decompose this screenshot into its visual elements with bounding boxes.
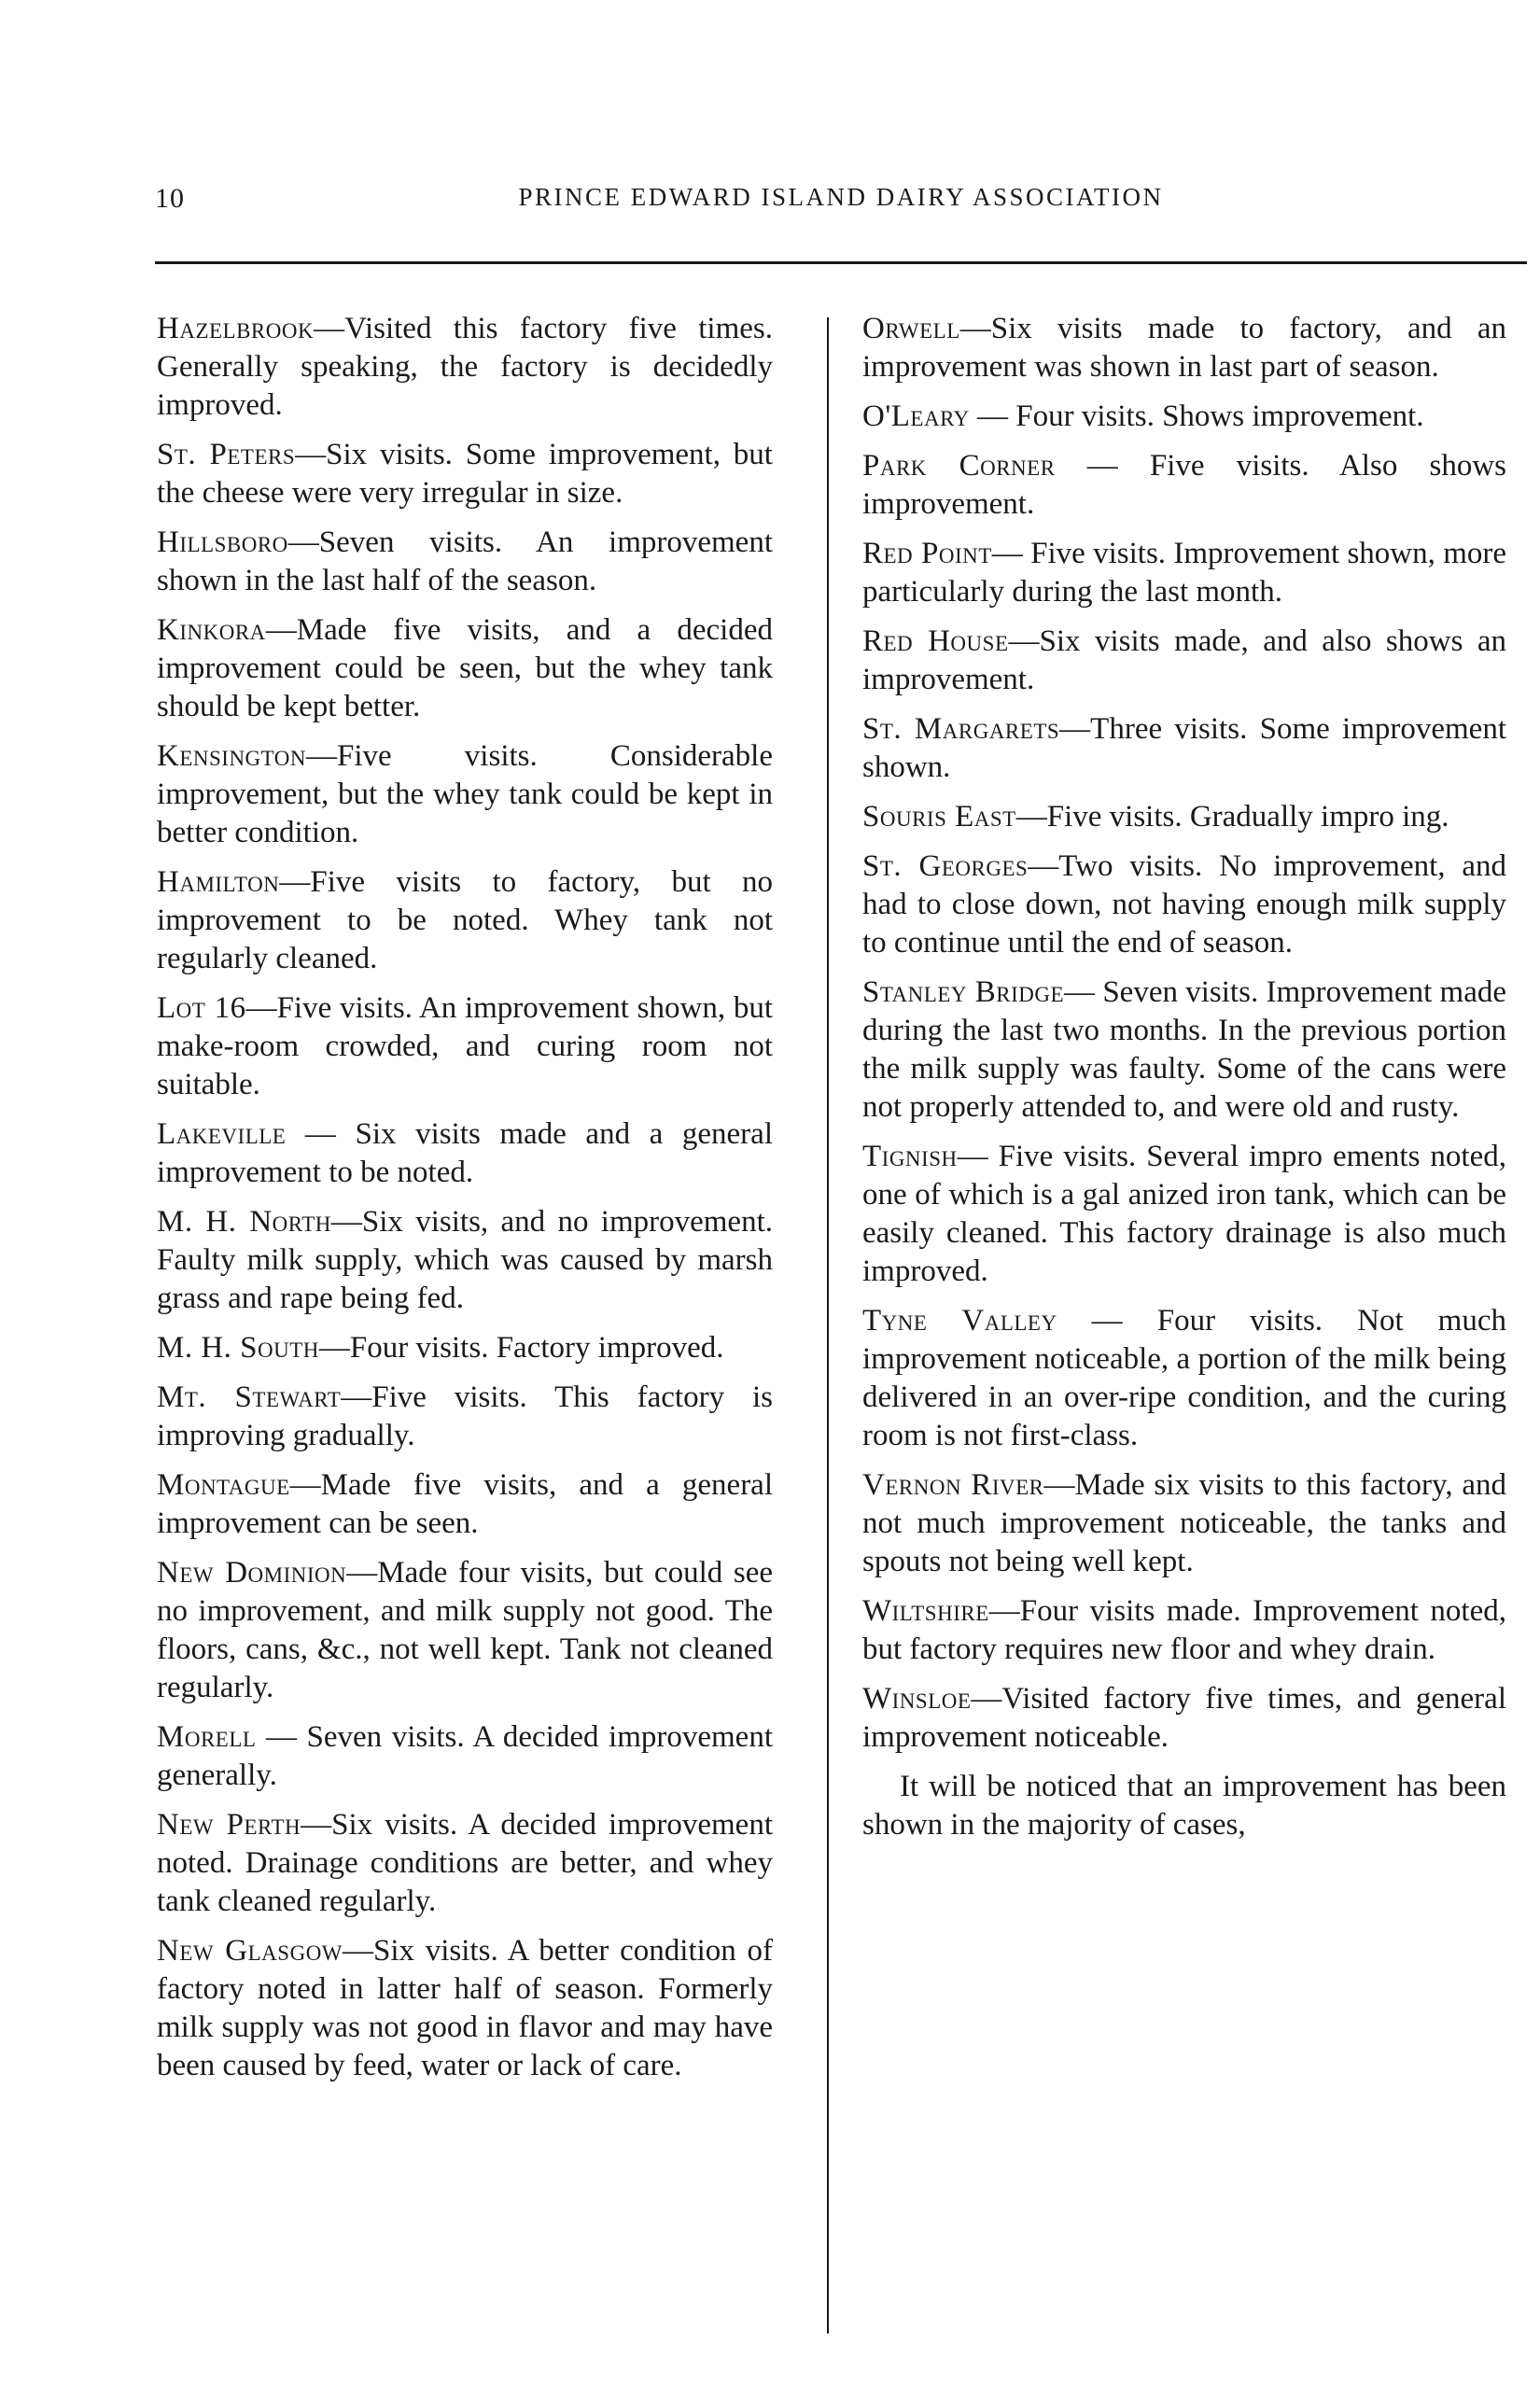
factory-report-entry <box>157 1806 773 1921</box>
report-text: — Five visits. Improvement shown, more particularly during the last month. <box>862 537 1506 609</box>
factory-name: Hillsboro <box>157 525 288 559</box>
report-text: —Six visits. Some improvement, but the cheese were very irregular in size. <box>157 438 773 510</box>
factory-name: Park Corner <box>862 449 1056 483</box>
factory-report-entry <box>862 1680 1506 1757</box>
factory-name: Kensington <box>157 739 307 773</box>
factory-report-entry <box>157 737 773 852</box>
factory-name: Souris East <box>862 800 1016 834</box>
report-text: —Six visits, and no improvement. Faulty milk supply, which was caused by marsh grass and rape being fed. <box>157 1205 773 1315</box>
right-entries <box>862 310 1506 1757</box>
report-text: —Four visits made. Improvement noted, but factory requires new floor and whey drain. <box>862 1594 1506 1666</box>
report-text: —Six visits made, and also shows an improvement. <box>862 624 1506 696</box>
factory-name: Hazelbrook <box>157 312 315 345</box>
factory-report-entry <box>157 863 773 978</box>
report-text: —Made four visits, but could see no improvement, and milk supply not good. The floors, cans, &c., not well kept. Tank not cleaned regularly. <box>157 1556 773 1704</box>
report-text: —Six visits. A decided improvement noted. Drainage conditions are better, and whey tank cleaned regularly. <box>157 1808 773 1918</box>
factory-report-entry <box>862 310 1506 386</box>
report-text: —Made six visits to this factory, and not much improvement noticeable, the tanks and spouts not being well kept. <box>862 1468 1506 1578</box>
report-text: —Visited this factory five times. Generally speaking, the factory is decidedly improved. <box>157 312 773 422</box>
factory-name: M. H. North <box>157 1205 331 1239</box>
factory-name: St. Margarets <box>862 712 1060 746</box>
factory-report-entry <box>862 398 1506 436</box>
report-text: —Five visits. Gradually impro ing. <box>1015 800 1449 834</box>
left-column <box>157 310 773 2096</box>
factory-name: Montague <box>157 1468 290 1502</box>
factory-name: New Dominion <box>157 1556 347 1590</box>
factory-report-entry <box>157 1115 773 1192</box>
closing-paragraph: It will be noticed that an improvement has been shown in the majority of cases, <box>862 1770 1506 1842</box>
factory-name: Tyne Valley <box>862 1304 1057 1338</box>
report-text: — Seven visits. Improvement made during the last two months. In the previous portion the milk supply was faulty. Some of the cans were not properly attended to, and were old and rusty. <box>862 975 1506 1124</box>
factory-report-entry <box>157 1718 773 1795</box>
factory-report-entry <box>862 974 1506 1127</box>
factory-name: Red Point <box>862 537 992 570</box>
report-text: —Five visits. An improvement shown, but make-room crowded, and curing room not suitable. <box>157 991 773 1101</box>
report-text: —Three visits. Some improvement shown. <box>862 712 1506 784</box>
factory-report-entry <box>862 623 1506 699</box>
factory-report-entry <box>157 524 773 600</box>
factory-name: New Perth <box>157 1808 301 1842</box>
factory-name: Morell <box>157 1720 257 1754</box>
factory-report-entry <box>157 436 773 512</box>
right-column <box>862 310 1506 1856</box>
report-text: —Six visits. A better condition of factory noted in latter half of season. Formerly milk supply was not good in flavor and may have been caused by feed, water or lack of care. <box>157 1934 773 2082</box>
factory-name: Red House <box>862 624 1009 658</box>
factory-name: Wiltshire <box>862 1594 989 1628</box>
report-text: — Six visits made and a general improvement to be noted. <box>157 1117 773 1189</box>
factory-report-entry <box>862 535 1506 611</box>
factory-report-entry <box>862 1138 1506 1291</box>
column-divider <box>827 317 829 2333</box>
report-text: —Five visits to factory, but no improvement to be noted. Whey tank not regularly cleaned. <box>157 865 773 975</box>
factory-name: Mt. Stewart <box>157 1380 342 1414</box>
factory-report-entry <box>157 989 773 1104</box>
report-text: — Five visits. Several impro ements noted, one of which is a gal anized iron tank, which can be easily cleaned. This factory drainage is also much improved. <box>862 1140 1506 1288</box>
factory-report-entry <box>157 611 773 726</box>
factory-name: Lakeville <box>157 1117 287 1151</box>
factory-report-entry <box>157 1203 773 1318</box>
report-text: — Seven visits. A decided improvement generally. <box>157 1720 773 1792</box>
report-text: —Four visits. Factory improved. <box>318 1331 724 1365</box>
factory-report-entry <box>862 1592 1506 1669</box>
page-number: 10 <box>155 183 185 214</box>
factory-name: New Glasgow <box>157 1934 343 1968</box>
factory-name: Winsloe <box>862 1682 972 1716</box>
report-text: — Four visits. Not much improvement noticeable, a portion of the milk being delivered in an over-ripe condition, and the curing room is not first-class. <box>862 1304 1506 1452</box>
factory-report-entry <box>862 1466 1506 1581</box>
report-text: — Five visits. Also shows improvement. <box>862 449 1507 521</box>
report-text: —Made five visits, and a decided improvement could be seen, but the whey tank should be kept better. <box>157 613 773 723</box>
report-text: —Five visits. Considerable improvement, but the whey tank could be kept in better condition. <box>157 739 773 849</box>
factory-name: St. Georges <box>862 849 1029 883</box>
factory-report-entry <box>862 798 1506 836</box>
report-text: —Five visits. This factory is improving gradually. <box>157 1380 774 1452</box>
header-rule <box>155 261 1527 264</box>
factory-report-entry <box>862 1302 1506 1455</box>
factory-report-entry <box>157 1329 773 1367</box>
factory-name: O'Leary <box>862 399 970 433</box>
report-text: —Seven visits. An improvement shown in the last half of the season. <box>157 525 773 597</box>
page-header <box>155 183 1527 220</box>
factory-report-entry <box>157 1466 773 1543</box>
report-text: —Six visits made to factory, and an improvement was shown in last part of season. <box>862 312 1506 384</box>
report-text: —Two visits. No improvement, and had to close down, not having enough milk supply to continue until the end of season. <box>862 849 1507 960</box>
factory-report-entry <box>157 1554 773 1707</box>
factory-name: M. H. South <box>157 1331 319 1365</box>
running-title: PRINCE EDWARD ISLAND DAIRY ASSOCIATION <box>518 183 1164 211</box>
factory-name: Tignish <box>862 1140 958 1173</box>
report-text: — Four visits. Shows improvement. <box>969 399 1424 433</box>
factory-name: St. Peters <box>157 438 296 471</box>
factory-report-entry <box>862 848 1506 962</box>
factory-name: Lot 16 <box>157 991 246 1025</box>
factory-report-entry <box>157 1379 773 1455</box>
report-text: —Visited factory five times, and general improvement noticeable. <box>862 1682 1506 1754</box>
factory-report-entry <box>862 447 1506 524</box>
factory-report-entry <box>157 310 773 425</box>
factory-report-entry <box>862 710 1506 787</box>
factory-name: Vernon River <box>862 1468 1044 1502</box>
factory-name: Hamilton <box>157 865 280 899</box>
report-text: —Made five visits, and a general improvement can be seen. <box>157 1468 773 1540</box>
factory-name: Stanley Bridge <box>862 975 1065 1009</box>
factory-name: Orwell <box>862 312 960 345</box>
factory-report-entry <box>157 1932 773 2085</box>
factory-name: Kinkora <box>157 613 266 647</box>
